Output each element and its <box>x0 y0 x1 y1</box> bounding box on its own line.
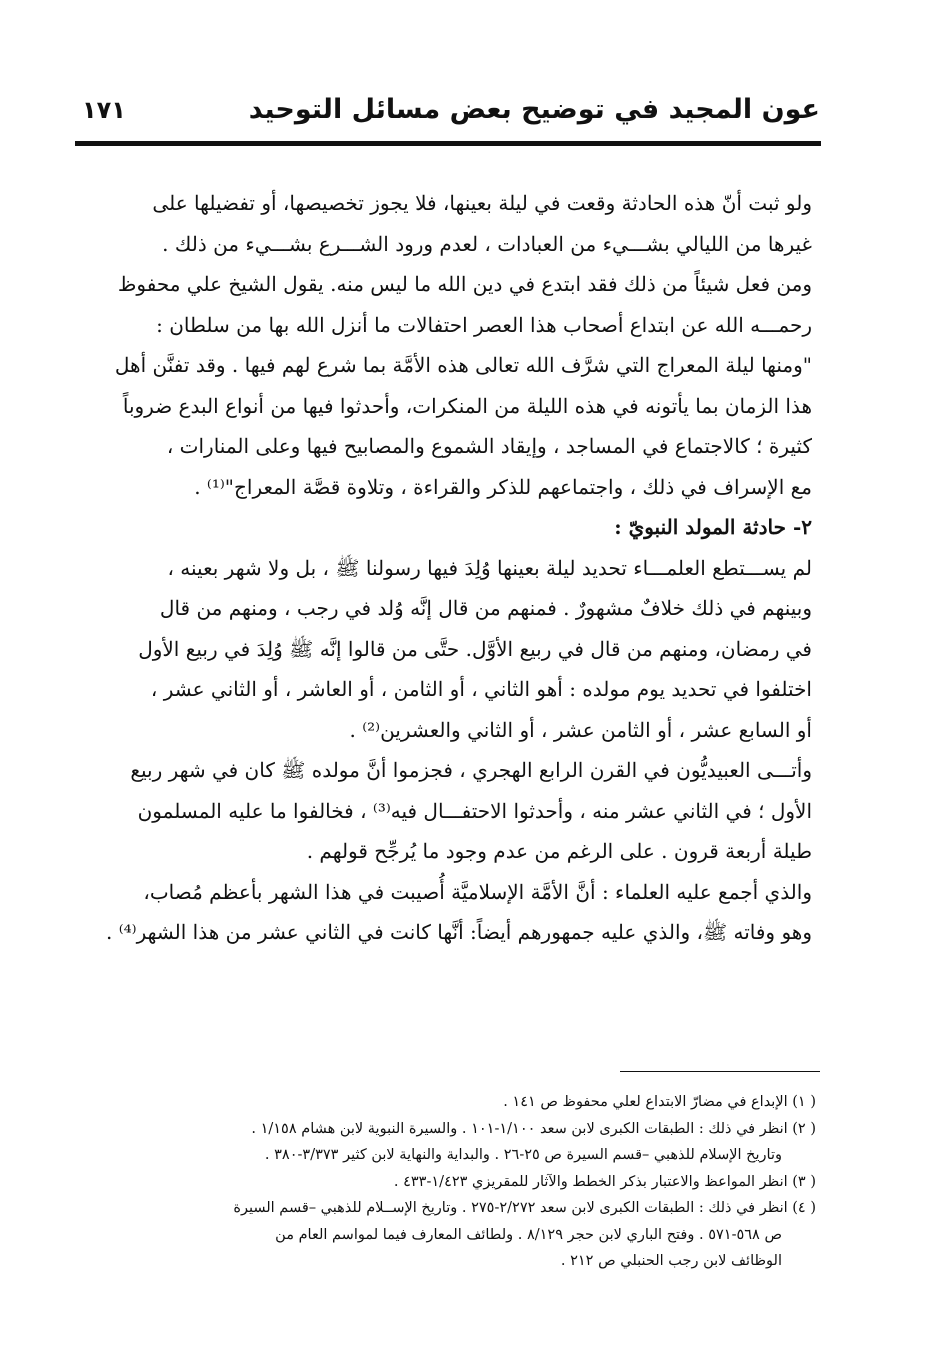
footnote-line: ( ٣) انظر المواعظ والاعتبار بذكر الخطط والآثار للمقريزي ١/٤٢٣-٤٣٣ . <box>393 1173 816 1190</box>
text-line: مع الإسراف في ذلك ، واجتماعهم للذكر والقراءة ، وتلاوة قصَّة المعراج"⁽¹⁾ . <box>194 474 812 499</box>
text-line: وأتـــى العبيديُّون في القرن الرابع الهجري ، فجزموا أنَّ مولده ﷺ كان في شهر ربيع <box>130 758 812 782</box>
text-line: أو السابع عشر ، أو الثامن عشر ، أو الثاني والعشرين⁽²⁾ . <box>349 717 812 742</box>
footnote-line: ص ٥٦٨-٥٧١ . وفتح الباري لابن حجر ٨/١٢٩ . ولطائف المعارف فيما لمواسم العام من <box>275 1226 782 1243</box>
footnote-line: الوظائف لابن رجب الحنبلي ص ٢١٢ . <box>560 1253 782 1269</box>
text-line: ومن فعل شيئاً من ذلك فقد ابتدع في دين الله ما ليس منه. يقول الشيخ علي محفوظ <box>117 272 812 296</box>
text-line: وهو وفاته ﷺ، والذي عليه جمهورهم أيضاً: أنَّها كانت في الثاني عشر من هذا الشهر⁽⁴⁾ . <box>105 920 812 944</box>
text-line: الأول ؛ في الثاني عشر منه ، وأحدثوا الاحتفـــال فيه⁽³⁾ ، فخالفوا ما عليه المسلمون <box>137 798 812 823</box>
text-line: ولو ثبت أنّ هذه الحادثة وقعت في ليلة بعينها، فلا يجوز تخصيصها، أو تفضيلها على <box>152 191 812 215</box>
header-rule <box>75 141 821 146</box>
text-line: اختلفوا في تحديد يوم مولده : أهو الثاني ، أو الثامن ، أو العاشر ، أو الثاني عشر ، <box>150 677 812 701</box>
main-text <box>74 183 812 953</box>
footnote-line: ( ١) الإبداع في مضارّ الابتداع لعلي محفوظ ص ١٤١ . <box>503 1094 816 1110</box>
text-line: "ومنها ليلة المعراج التي شرَّف الله تعالى هذه الأمَّة بما شرع لهم فيها . وقد تفنَّن أهل <box>114 353 812 377</box>
footnote-rule <box>620 1071 820 1072</box>
footnote-line: ( ٤) انظر في ذلك : الطبقات الكبرى لابن سعد ٢/٢٧٢-٢٧٥ . وتاريخ الإســلام للذهبي –قسم السيرة <box>233 1200 816 1216</box>
running-title: عون المجيد في توضيح بعض مسائل التوحيد <box>248 94 820 125</box>
text-line: هذا الزمان بما يأتونه في هذه الليلة من المنكرات، وأحدثوا فيها من أنواع البدع ضروباً <box>122 393 812 418</box>
text-line: لم يســـتطع العلمـــاء تحديد ليلة بعينها وُلِدَ فيها رسولنا ﷺ ، بل ولا شهر بعينه ، <box>167 555 812 580</box>
text-line: وبينهم في ذلك خلافٌ مشهورٌ . فمنهم من قال إنَّه وُلد في رجب ، ومنهم من قال <box>159 596 812 620</box>
text-line: رحمـــه الله عن ابتداع أصحاب هذا العصر احتفالات ما أنزل الله بها من سلطان : <box>156 312 812 337</box>
footnote-line: ( ٢) انظر في ذلك : الطبقات الكبرى لابن سعد ١/١٠٠-١٠١ . والسيرة النبوية لابن هشام ١/١٥٨ . <box>251 1120 816 1137</box>
page-number: ١٧١ <box>82 96 126 124</box>
text-line: طيلة أربعة قرون . على الرغم من عدم وجود ما يُرجِّح قولهم . <box>306 839 812 863</box>
text-line: كثيرة ؛ كالاجتماع في المساجد ، وإيقاد الشموع والمصابيح فيها وعلى المنارات ، <box>166 434 812 458</box>
text-line: في رمضان، ومنهم من قال في ربيع الأوَّل. حتَّى من قالوا إنَّه ﷺ وُلِدَ في ربيع الأول <box>138 636 812 661</box>
page-header <box>78 92 820 132</box>
text-line: والذي أجمع عليه العلماء : أنَّ الأمَّة الإسلاميَّة أُصيبت في هذا الشهر بأعظم مُصاب، <box>143 879 812 904</box>
footnote-line: وتاريخ الإسلام للذهبي –قسم السيرة ص ٢٥-٢٦ . والبداية والنهاية لابن كثير ٣/٣٧٣-٣٨٠ . <box>264 1147 782 1163</box>
footnotes <box>74 1089 816 1275</box>
section-heading: ٢- حادثة المولد النبويّ : <box>614 515 812 539</box>
text-line: غيرها من الليالي بشـــيء من العبادات ، لعدم ورود الشـــرع بشـــيء من ذلك . <box>162 231 812 256</box>
